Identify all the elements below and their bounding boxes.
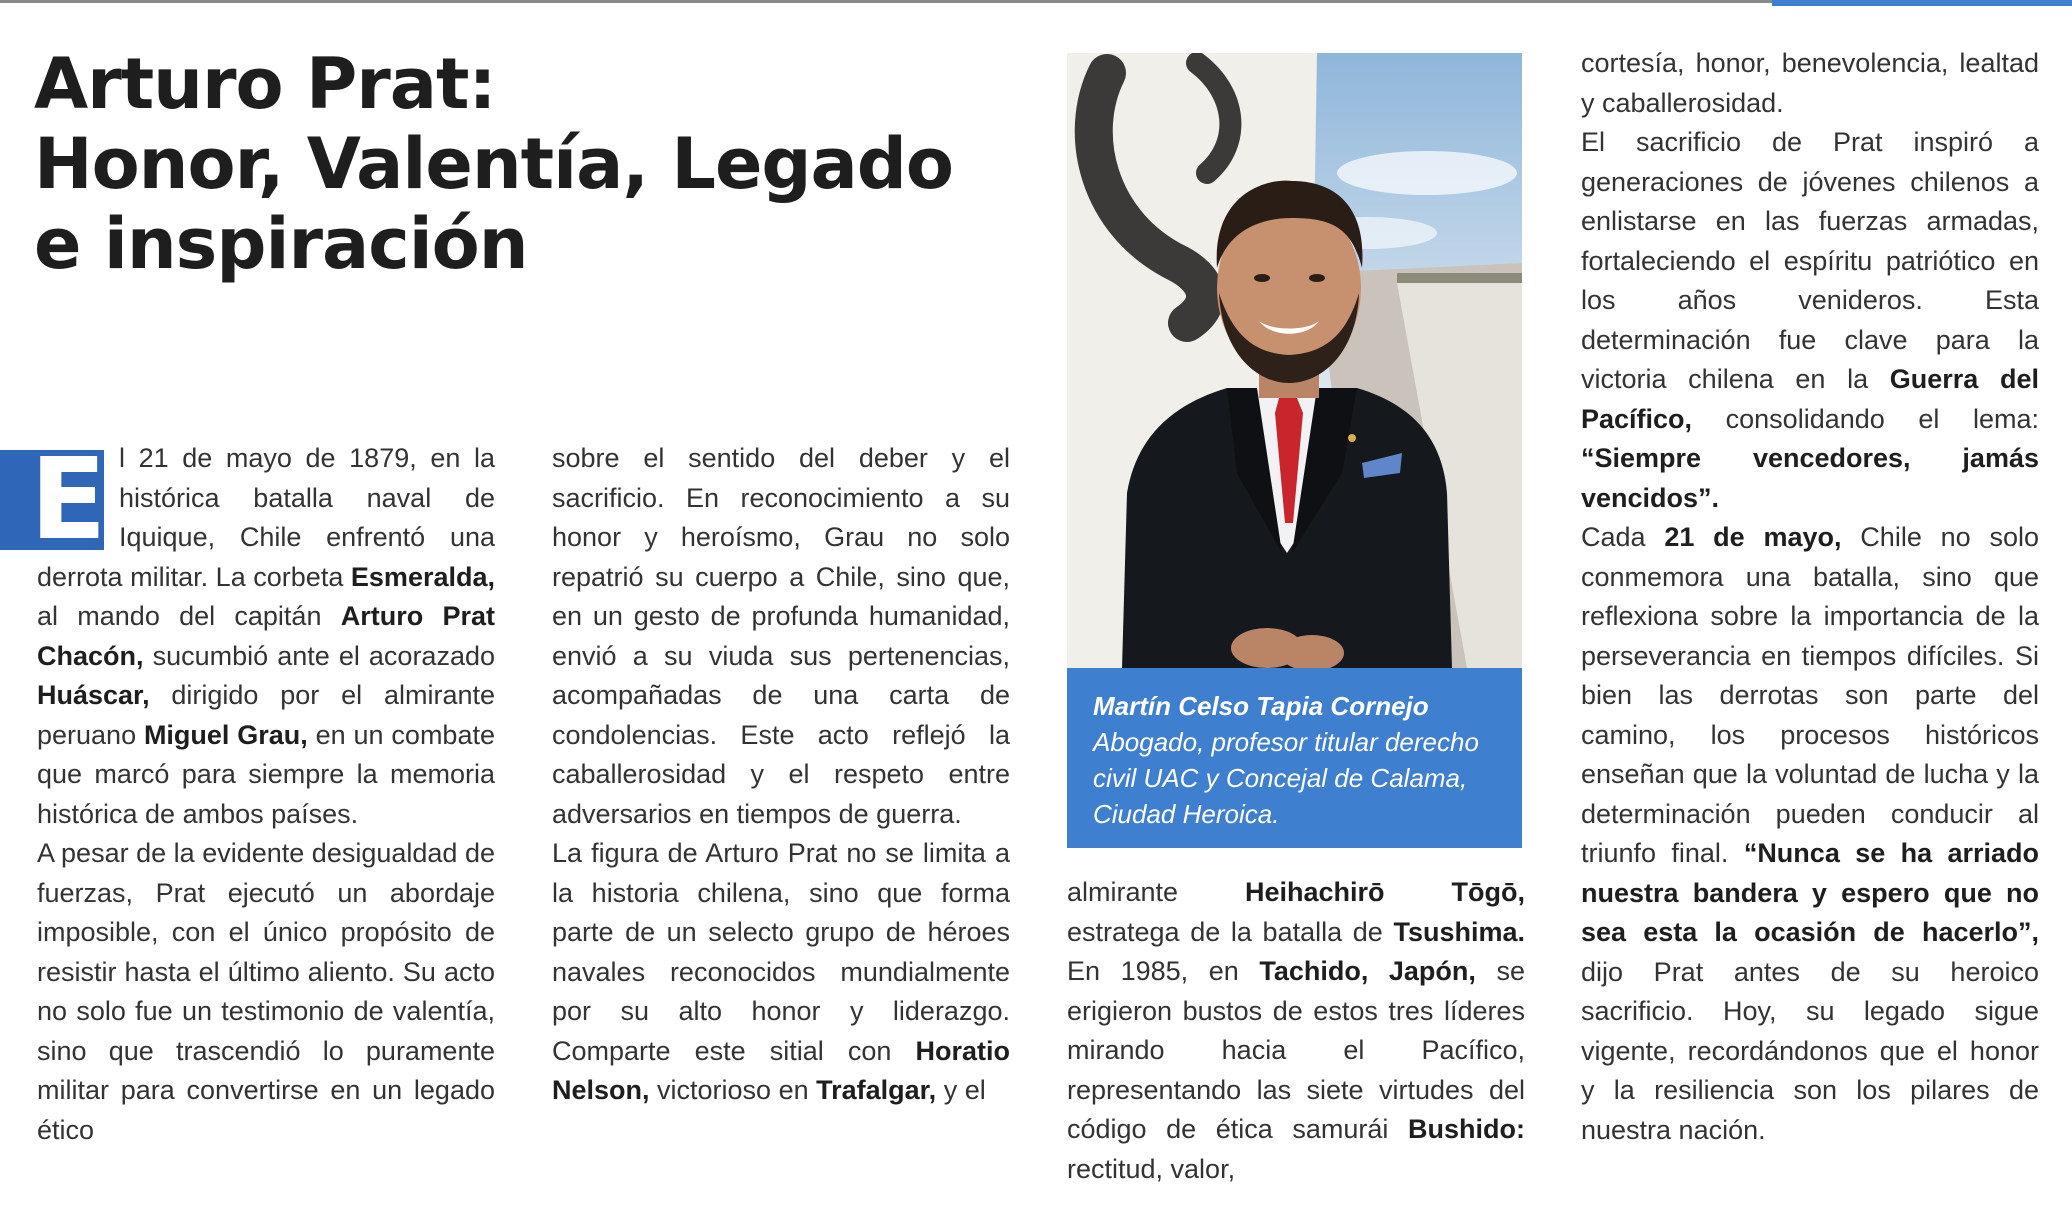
photo-caption xyxy=(1067,668,1522,848)
text-run: dirigido por el almirante peruano xyxy=(37,680,495,750)
caption-role: Abogado, profesor titular derecho civil UAC y Concejal de Calama, Ciudad Heroica. xyxy=(1093,727,1479,829)
text-run: consolidando el lema: xyxy=(1692,403,2039,434)
top-rule xyxy=(0,0,2072,3)
bold-quote: “Nunca se ha arriado nuestra bandera y espero que no sea esta la ocasión de hacerlo”, xyxy=(1581,838,2039,947)
text-run: l 21 de mayo de 1879, en la histórica batalla naval de Iquique, Chile enfrentó una derrota militar. La corbeta xyxy=(37,443,495,592)
caption-name: Martín Celso Tapia Cornejo xyxy=(1093,691,1429,721)
text-run: sucumbió ante el acorazado xyxy=(143,640,495,671)
article-headline xyxy=(34,44,1024,284)
text-run: Chile no solo conmemora una batalla, sino que reflexiona sobre la importancia de la perseverancia en tiempos difíciles. Si bien las derrotas son parte del camino, los procesos históricos enseñan que la voluntad de lucha y la determinación pueden conducir al triunfo final. xyxy=(1581,522,2039,868)
portrait-photo xyxy=(1067,53,1522,668)
text-run: almirante xyxy=(1067,877,1246,907)
paragraph-2: A pesar de la evidente desigualdad de fuerzas, Prat ejecutó un abordaje imposible, con el único propósito de resistir hasta el último aliento. Su acto no solo fue un testimonio de valentía, sino que trascendió lo puramente militar para convertirse en un legado ético xyxy=(37,838,495,1145)
headline-line-2: Honor, Valentía, Legado xyxy=(34,123,953,205)
paragraph-1 xyxy=(37,439,495,834)
bold-esmeralda: Esmeralda, xyxy=(350,561,495,592)
article-column-3 xyxy=(1067,873,1525,1189)
portrait-illustration xyxy=(1067,53,1522,668)
bold-togo: Heihachirō Tōgō, xyxy=(1245,877,1525,907)
headline-line-1: Arturo Prat: xyxy=(34,43,496,125)
text-run: en un combate que marcó para siempre la memoria histórica de ambos países. xyxy=(37,719,495,829)
text-run: Cada xyxy=(1581,522,1665,552)
text-run: victorioso en xyxy=(649,1075,817,1105)
text-run: al mando del capitán xyxy=(37,601,341,631)
bold-grau: Miguel Grau, xyxy=(143,719,308,750)
text-run: El sacrificio de Prat inspiró a generaciones de jóvenes chilenos a enlistarse en las fuerzas armadas, fortaleciendo el espíritu patriótico en los años venideros. Esta determinación fue clave para la victoria chilena en la xyxy=(1581,127,2039,394)
article-column-1 xyxy=(37,439,495,1150)
paragraph-7 xyxy=(1581,123,2039,518)
bold-trafalgar: Trafalgar, xyxy=(816,1075,937,1105)
text-run: En 1985, en xyxy=(1067,956,1260,986)
bold-nelson: Horatio Nelson, xyxy=(552,1035,1010,1105)
headline-line-3: e inspiración xyxy=(34,203,528,285)
bold-prat: Arturo Prat Chacón, xyxy=(37,601,496,671)
bold-mayo: 21 de mayo, xyxy=(1664,522,1842,552)
bold-guerra: Guerra del Pacífico, xyxy=(1581,364,2039,434)
text-run: La figura de Arturo Prat no se limita a la historia chilena, sino que forma parte de un selecto grupo de héroes navales reconocidos mundialmente por su alto honor y liderazgo. Comparte este sitial con xyxy=(552,838,1010,1066)
dropcap-letter: E xyxy=(30,435,107,565)
dropcap-spacer xyxy=(37,442,103,542)
paragraph-4 xyxy=(552,834,1010,1111)
text-run: dijo Prat antes de su heroico sacrificio. Hoy, su legado sigue vigente, recordándonos que el honor y la resiliencia son los pilares de nuestra nación. xyxy=(1581,956,2039,1145)
text-run: rectitud, valor, xyxy=(1067,1153,1236,1184)
text-run: se erigieron bustos de estos tres líderes mirando hacia el Pacífico, representando las siete virtudes del código de ética samurái xyxy=(1067,956,1525,1144)
bold-lema: “Siempre vencedores, jamás vencidos”. xyxy=(1581,443,2039,513)
article-column-4 xyxy=(1581,44,2039,1150)
article-column-2 xyxy=(552,439,1010,1111)
text-run: y el xyxy=(936,1075,986,1105)
paragraph-5 xyxy=(1067,873,1525,1189)
portrait-figure xyxy=(1067,53,1522,848)
paragraph-8 xyxy=(1581,518,2039,1150)
bold-tachido: Tachido, Japón, xyxy=(1259,956,1476,986)
bold-bushido: Bushido: xyxy=(1408,1114,1525,1144)
bold-tsushima: Tsushima. xyxy=(1393,916,1525,947)
paragraph-3: sobre el sentido del deber y el sacrificio. En reconocimiento a su honor y heroísmo, Grau no solo repatrió su cuerpo a Chile, sino que, en un gesto de profunda humanidad, envió a su viuda sus pertenencias, acompañadas de una carta de condolencias. Este acto reflejó la caballerosidad y el respeto entre adversarios en tiempos de guerra. xyxy=(552,443,1010,829)
bold-huascar: Huáscar, xyxy=(37,680,150,710)
paragraph-6: cortesía, honor, benevolencia, lealtad y caballerosidad. xyxy=(1581,48,2039,118)
text-run: estratega de la batalla de xyxy=(1067,916,1394,947)
top-accent-bar xyxy=(1772,0,2072,6)
